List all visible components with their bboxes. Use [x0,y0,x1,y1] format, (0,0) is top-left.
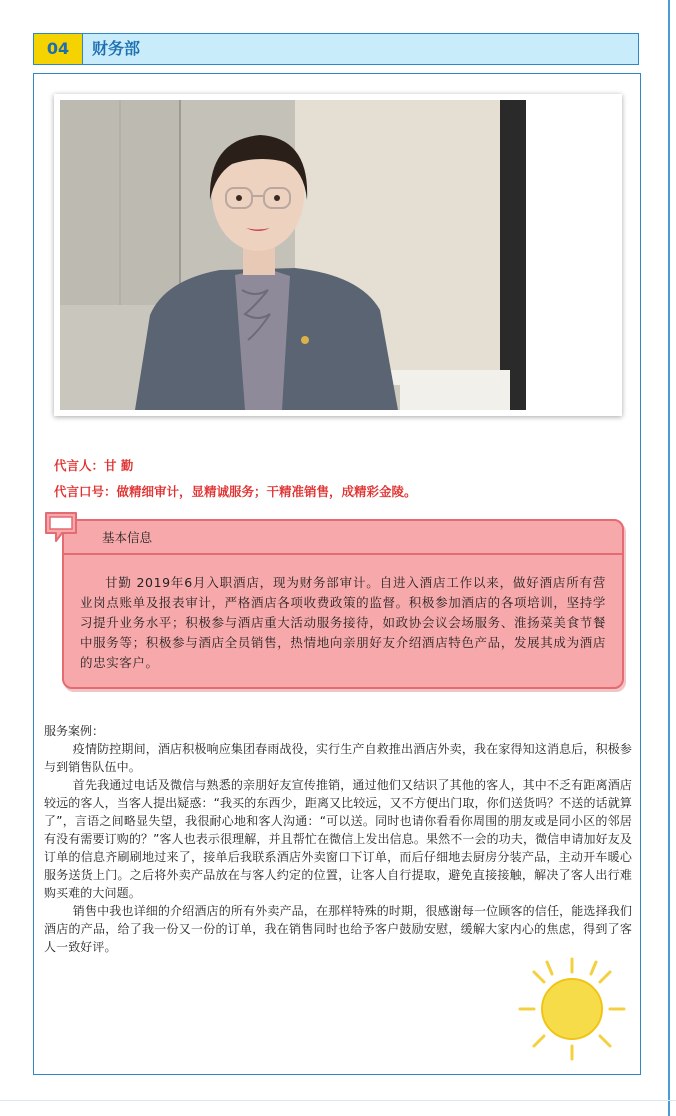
service-case-paragraph: 首先我通过电话及微信与熟悉的亲朋好友宣传推销，通过他们又结识了其他的客人，其中不乏有距离酒店较远的客人，当客人提出疑惑：“我买的东西少，距离又比较远，又不方便出门取，你们送货吗？不送的话就算了”，言语之间略显失望，我很耐心地和客人沟通：“可以送。同时也请你看看你周围的朋友或是同小区的邻居有没有需要订购的？”客人也表示很理解，并且帮忙在微信上发出信息。果然不一会的功夫，微信申请加好友及订单的信息齐刷刷地过来了，接单后我联系酒店外卖窗口下订单，而后仔细地去厨房分装产品，主动开车暖心服务送货上门。之后将外卖产品放在与客人约定的位置，让客人自行提取，避免直接接触，解决了客人出行难购买难的大问题。 [44,778,632,900]
photo-frame [54,94,622,416]
sun-icon [512,954,632,1064]
basic-info-header [64,521,622,555]
slogan-text: 做精细审计，显精诚服务；干精准销售，成精彩金陵。 [116,484,417,499]
portrait-photo [60,100,526,410]
service-case [44,722,632,956]
service-case-title: 服务案例： [44,724,105,738]
slogan-line [54,482,417,500]
representative-label: 代言人： [54,458,105,473]
basic-info-box [62,519,624,689]
speech-bubble-icon [44,511,80,543]
slogan-label: 代言口号： [54,484,117,499]
right-edge-rule [668,0,670,1116]
profile-card [33,73,641,1075]
service-case-paragraph: 销售中我也详细的介绍酒店的所有外卖产品，在那样特殊的时期，很感谢每一位顾客的信任，能选择我们酒店的产品，给了我一份又一份的订单，我在销售同时也给予客户鼓励安慰，缓解大家内心的焦虑，得到了客人一致好评。 [44,904,632,954]
basic-info-heading: 基本信息 [102,530,153,545]
representative-line [54,456,133,474]
section-header [33,33,639,65]
section-number: 04 [34,34,83,64]
section-title: 财务部 [92,39,141,58]
bottom-edge-rule [0,1100,676,1101]
basic-info-body: 甘勤 2019年6月入职酒店，现为财务部审计。自进入酒店工作以来，做好酒店所有营业岗点账单及报表审计，严格酒店各项收费政策的监督。积极参加酒店的各项培训，坚持学习提升业务水平；积极参与酒店重大活动服务接待，如政协会议会场服务、淮扬菜美食节餐中服务等；积极参与酒店全员销售，热情地向亲朋好友介绍酒店特色产品，发展其成为酒店的忠实客户。 [80,575,606,670]
service-case-paragraph: 疫情防控期间，酒店积极响应集团春雨战役，实行生产自救推出酒店外卖，我在家得知这消息后，积极参与到销售队伍中。 [44,742,632,774]
representative-name: 甘 勤 [104,458,134,473]
